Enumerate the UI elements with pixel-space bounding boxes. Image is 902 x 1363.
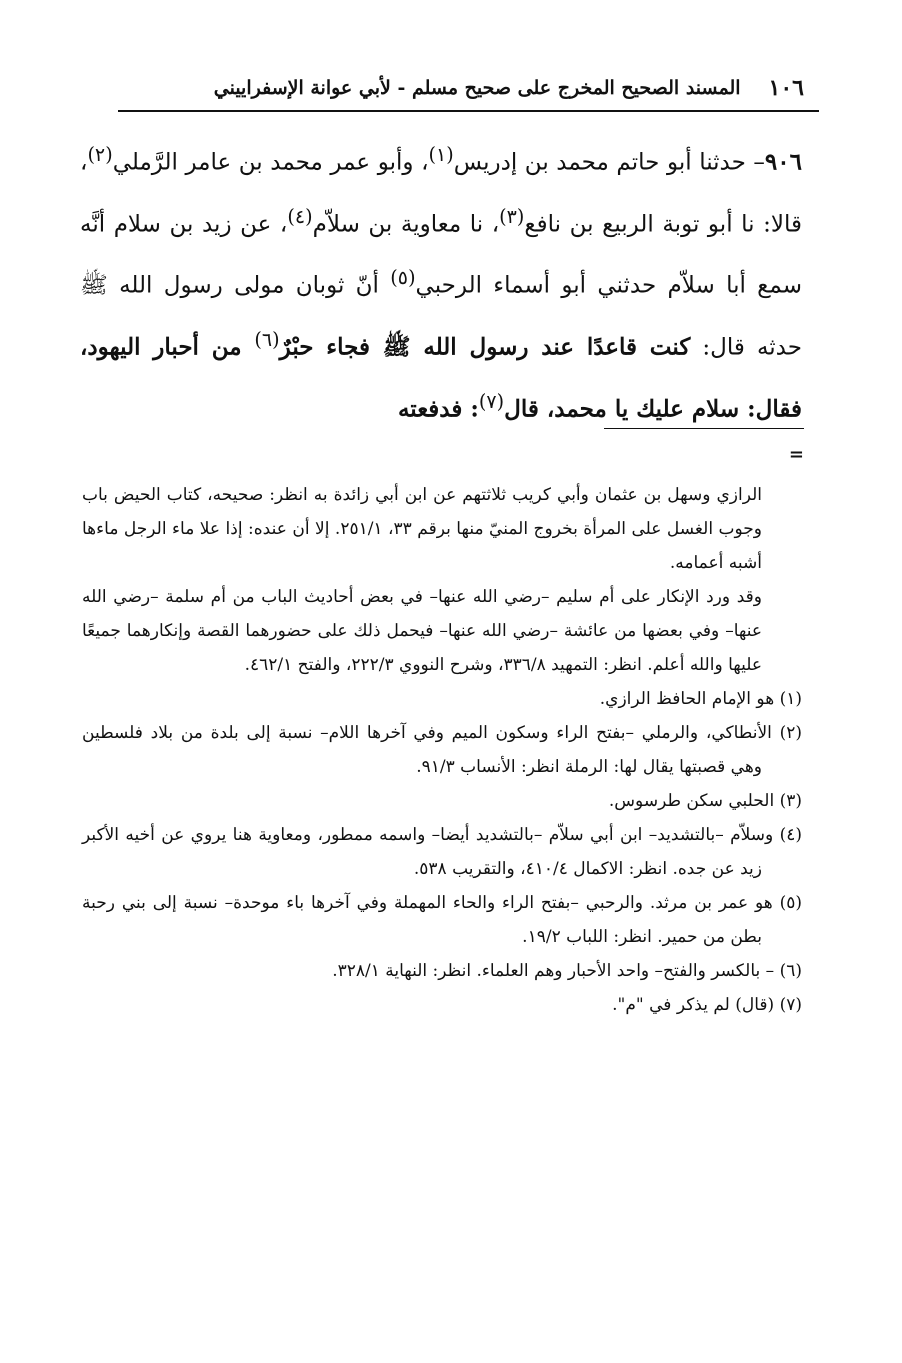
hadith-number: ٩٠٦ (764, 148, 802, 176)
footnote-7: (٧) (قال) لم يذكر في "م". (612, 995, 802, 1015)
running-header (140, 68, 804, 108)
hadith-text-part: ، نا معاوية بن سلاّم (312, 211, 500, 238)
footnote-ref: (٥) (390, 266, 416, 290)
footnote-ref: (٧) (478, 389, 505, 413)
continued-note-paragraph: الرازي وسهل بن عثمان وأبي كريب ثلاثتهم عن ابن أبي زائدة به انظر: صحيحه، كتاب الحيض باب وجوب الغسل على المرأة بخروج المنيّ منها برقم ٣٣، ٢٥١/١. إلا أن عنده: إذا علا ماء الرجل ماءها أشبه أعمامه. (82, 485, 763, 573)
footnote-ref: (٦) (254, 327, 280, 351)
footnote-5: (٥) هو عمر بن مرثد. والرحبي –بفتح الراء والحاء المهملة وفي آخرها باء موحدة– نسبة إلى بني رحبة بطن من حمير. انظر: اللباب ١٩/٢. (82, 893, 802, 947)
header-rule (118, 110, 819, 112)
hadith-text-part: – حدثنا أبو حاتم محمد بن إدريس (453, 149, 765, 176)
page-number: ١٠٦ (768, 75, 804, 101)
footnote-ref: (١) (428, 143, 454, 166)
footnotes-section (82, 478, 802, 1022)
footnote-ref: (٢) (87, 143, 113, 166)
hadith-text (80, 128, 802, 436)
continued-note-paragraph: وقد ورد الإنكار على أم سليم –رضي الله عنها– في بعض أحاديث الباب من أم سلمة –رضي الله عنها– وفي بعضها من عائشة –رضي الله عنها– فيحمل ذلك على حضورهما القصة وإنكارهما جميعًا عليها والله أعلم. انظر: التمهيد ٣٣٦/٨، وشرح النووي ٢٢٢/٣، والفتح ٤٦٢/١. (82, 587, 762, 675)
hadith-text-part: ، قالا: نا أبو توبة الربيع بن نافع (80, 149, 803, 238)
header-title: المسند الصحيح المخرج على صحيح مسلم - لأبي عوانة الإسفراييني (213, 77, 741, 99)
footnote-6: (٦) – بالكسر والفتح– واحد الأحبار وهم العلماء. انظر: النهاية ٣٢٨/١. (332, 961, 802, 981)
hadith-quote: من أحبار اليهود، فقال: سلام عليك يا محمد، قال (80, 333, 802, 423)
continuation-mark: = (788, 444, 804, 465)
footnote-2: (٢) الأنطاكي، والرملي –بفتح الراء وسكون الميم وفي آخرها اللام– نسبة إلى بلدة من بلاد فلسطين وهي قصبتها يقال لها: الرملة انظر: الأنساب ٩١/٣. (82, 723, 802, 777)
hadith-quote: كنت قاعدًا عند رسول الله ﷺ فجاء حبْرٌ (279, 333, 691, 361)
footnote-4: (٤) وسلاّم –بالتشديد– ابن أبي سلاّم –بالتشديد أيضا– واسمه ممطور، ومعاوية هنا يروي عن أخيه الأكبر زيد عن جده. انظر: الاكمال ٤١٠/٤، والتقريب ٥٣٨. (82, 825, 802, 879)
footnote-ref: (٣) (499, 204, 525, 228)
hadith-text-part: أنّ ثوبان مولى رسول الله ﷺ حدثه قال: (80, 272, 802, 361)
footnote-ref: (٤) (287, 204, 313, 228)
footnote-3: (٣) الحلبي سكن طرسوس. (608, 791, 802, 811)
footnote-separator (604, 428, 804, 429)
footnote-1: (١) هو الإمام الحافظ الرازي. (599, 689, 802, 709)
hadith-quote: : فدفعته (397, 395, 479, 423)
hadith-text-part: ، عن زيد بن سلام أنَّه سمع أبا سلاّم حدثني أبو أسماء الرحبي (80, 211, 802, 299)
hadith-text-part: ، وأبو عمر محمد بن عامر الرَّملي (112, 149, 429, 176)
